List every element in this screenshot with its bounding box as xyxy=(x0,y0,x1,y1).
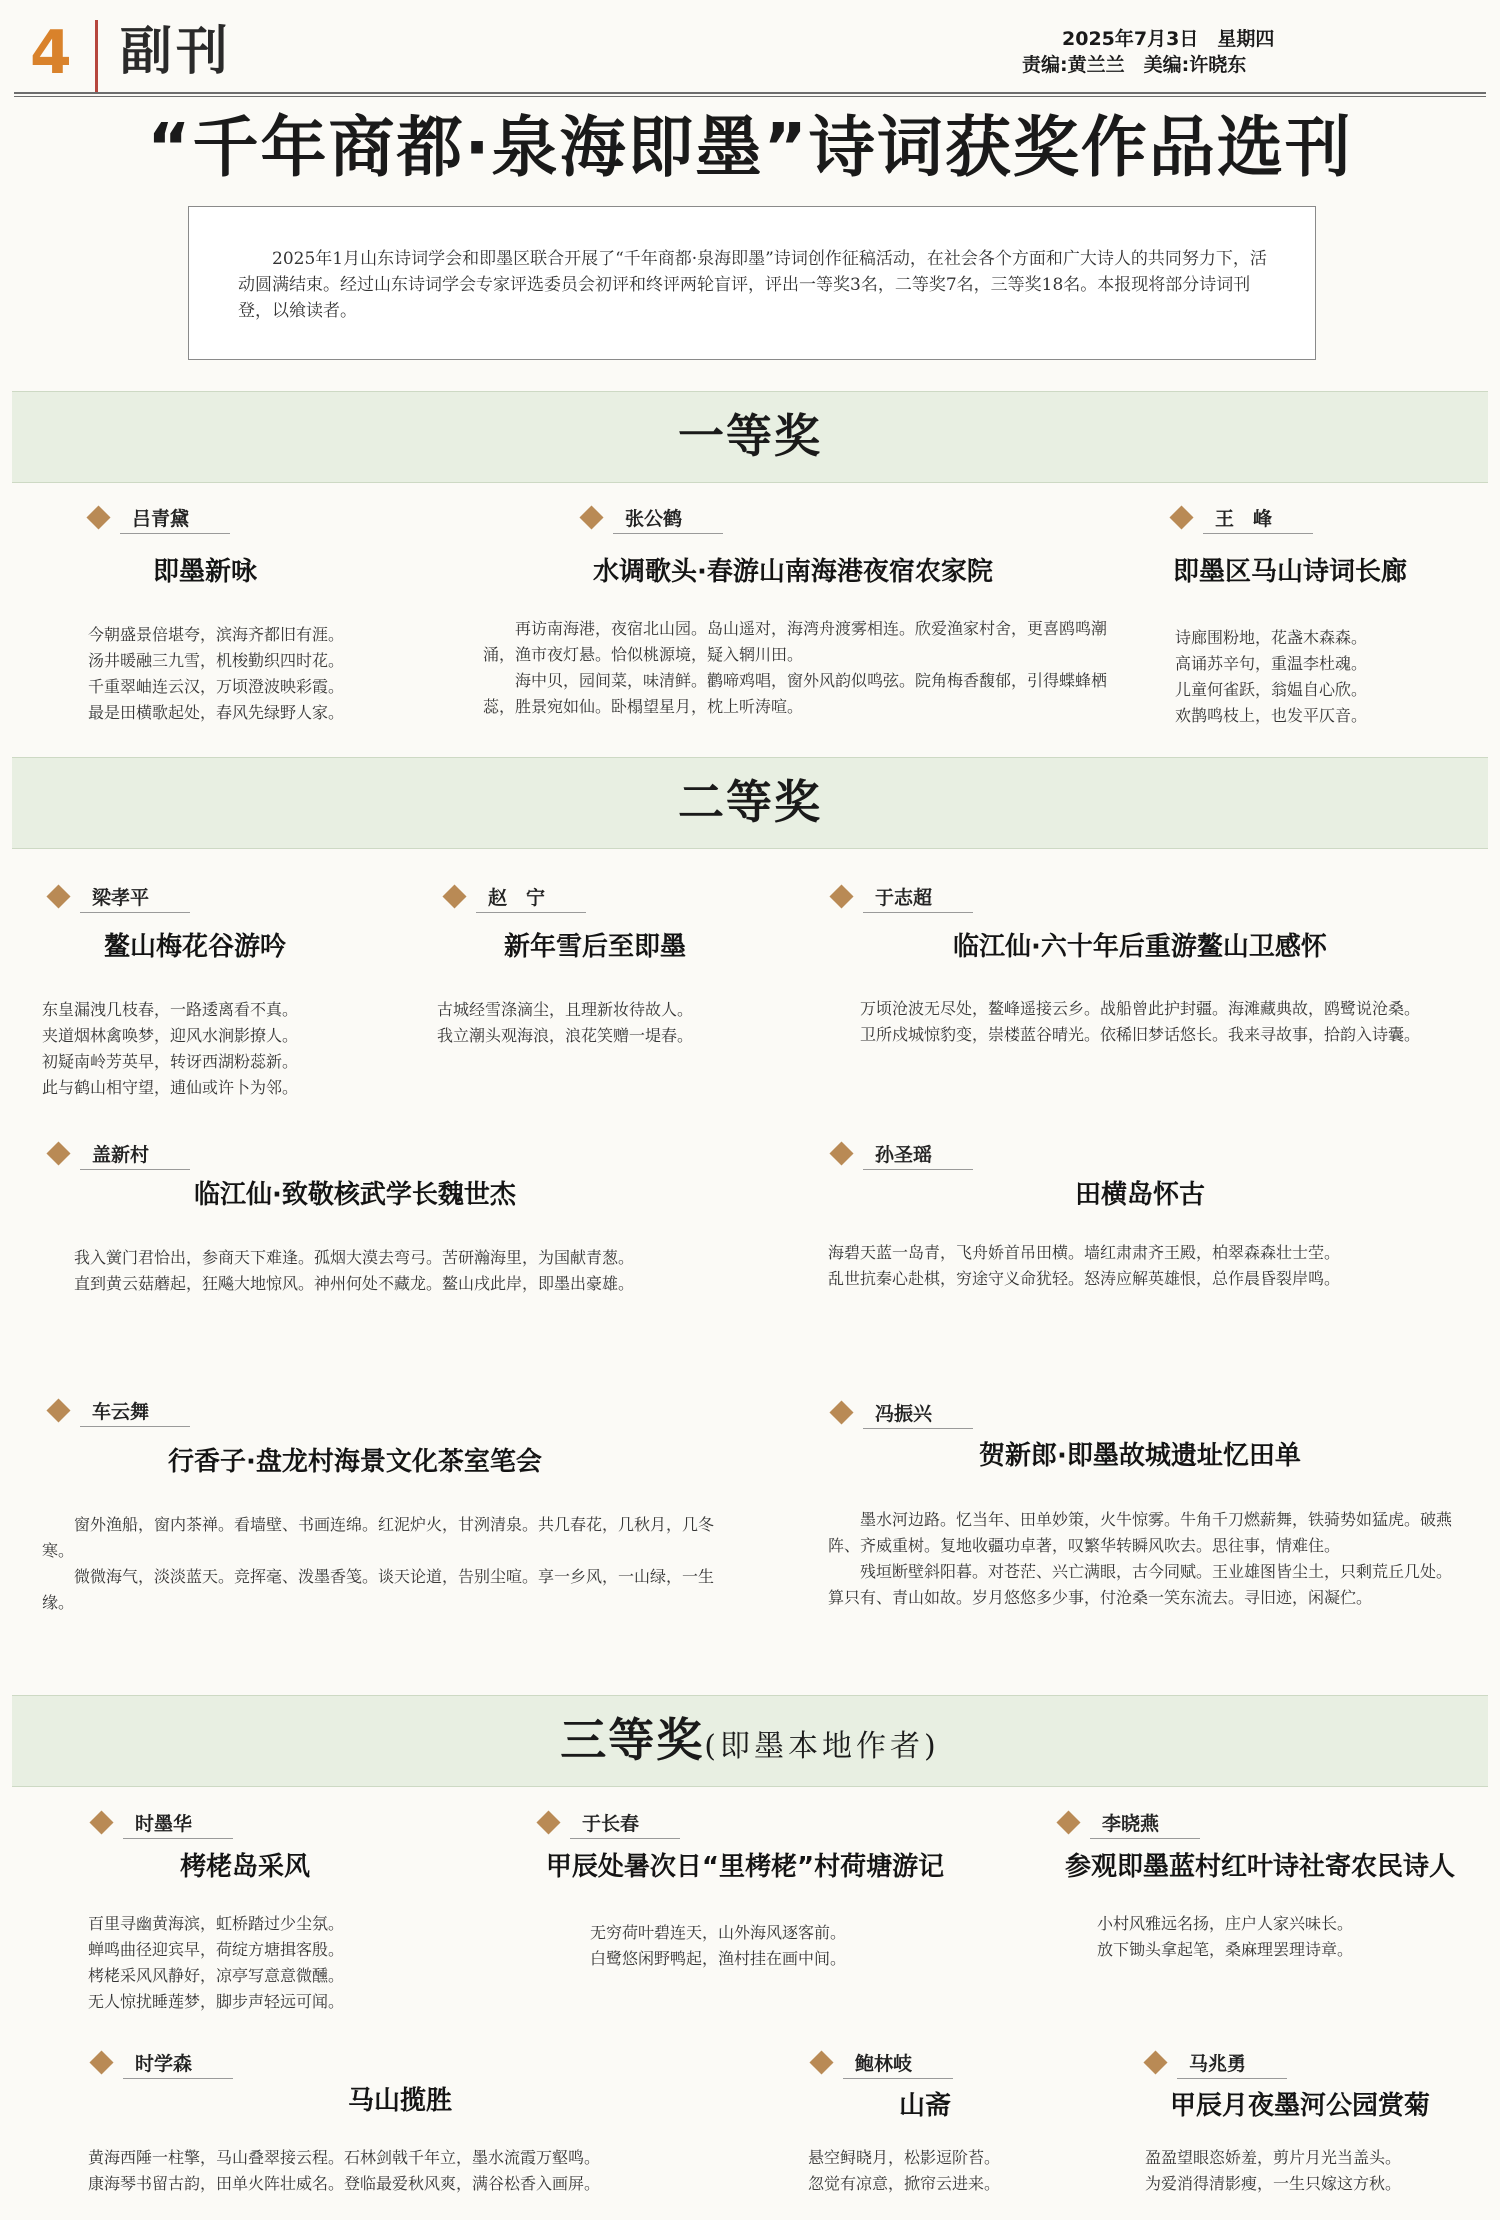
poem-body xyxy=(437,997,807,1049)
poem-line: 儿童何雀跃，翁媪自心欣。 xyxy=(1175,680,1368,699)
diamond-icon xyxy=(829,884,853,908)
author-name: 冯振兴 xyxy=(875,1403,933,1425)
author-underline xyxy=(863,1169,973,1170)
poem-title: 山斋 xyxy=(898,2091,951,2121)
author-underline xyxy=(1203,533,1313,534)
poem-line: 海碧天蓝一岛青，飞舟娇首吊田横。墙红肃肃齐王殿，柏翠森森壮士茔。 xyxy=(828,1243,1341,1262)
poem-body xyxy=(1097,1911,1457,1963)
poem-line: 小村风雅远名扬，庄户人家兴味长。 xyxy=(1097,1914,1354,1933)
poem-body xyxy=(88,2145,728,2197)
poem-title: 甲辰月夜墨河公园赏菊 xyxy=(1169,2091,1430,2121)
poem-body xyxy=(1175,625,1475,729)
poem-title: 鳌山梅花谷游吟 xyxy=(103,932,286,962)
poem-stanza: 再访南海港，夜宿北山园。岛山遥对，海湾舟渡雾相连。欣爱渔家村舍，更喜鸥鸣潮涌，渔市夜灯悬。恰似桃源境，疑入辋川田。 xyxy=(483,619,1108,664)
poem-stanza: 卫所戍城惊豹变，崇楼蓝谷晴光。依稀旧梦话悠长。我来寻故事，拾韵入诗囊。 xyxy=(860,1025,1421,1044)
poem-stanza: 微微海气，淡淡蓝天。竞挥毫、泼墨香笺。谈天论道，告别尘喧。享一乡风，一山绿，一生缘。 xyxy=(42,1567,715,1612)
poem-body xyxy=(88,622,448,726)
poem-line: 汤井暖融三九雪，机梭勤织四时花。 xyxy=(88,651,345,670)
poem-title: 水调歌头·春游山南海港夜宿农家院 xyxy=(593,557,993,587)
poem-line: 无人惊扰睡莲梦，脚步声轻远可闻。 xyxy=(88,1992,345,2011)
poem-stanza: 直到黄云菇蘑起，狂飚大地惊风。神州何处不藏龙。鳌山戌此岸，即墨出豪雄。 xyxy=(74,1274,635,1293)
author-name: 鲍林岐 xyxy=(855,2053,913,2075)
author-name: 李晓燕 xyxy=(1102,1813,1160,1835)
diamond-icon xyxy=(536,1810,560,1834)
second-prize-heading: 二等奖 xyxy=(678,775,822,829)
diamond-icon xyxy=(579,505,603,529)
poem-stanza: 窗外渔船，窗内茶禅。看墙壁、书画连绵。红泥炉火，甘洌清泉。共几春花，几秋月，几冬寒。 xyxy=(42,1515,715,1560)
poem-stanza: 海中贝，园间菜，味清鲜。鹳啼鸡唱，窗外风韵似鸣弦。院角梅香馥郁，引得蝶蜂栖蕊，胜景宛如仙。卧榻望星月，枕上听涛喧。 xyxy=(483,671,1108,716)
poem-stanza: 我入黉门君恰出，参商天下难逢。孤烟大漠去弯弓。苦研瀚海里，为国献青葱。 xyxy=(74,1248,635,1267)
poem-line: 东皇漏洩几枝春，一路逶离看不真。 xyxy=(42,1000,299,1019)
poem-body xyxy=(828,996,1456,1048)
author-name: 于长春 xyxy=(582,1813,640,1835)
header-divider xyxy=(95,20,98,92)
diamond-icon xyxy=(46,884,70,908)
poem-title: 田横岛怀古 xyxy=(1074,1180,1205,1210)
poem-title: 贺新郎·即墨故城遗址忆田单 xyxy=(979,1441,1301,1471)
poem-line: 夹道烟林禽唤梦，迎风水涧影撩人。 xyxy=(42,1026,299,1045)
diamond-icon xyxy=(46,1398,70,1422)
poem-line: 千重翠岫连云汉，万顷澄波映彩霞。 xyxy=(88,677,345,696)
diamond-icon xyxy=(1143,2050,1167,2074)
poem-body xyxy=(808,2145,1088,2197)
poem-line: 无穷荷叶碧连天，山外海风逐客前。 xyxy=(590,1923,847,1942)
poem-line: 忽觉有凉意，掀帘云进来。 xyxy=(808,2174,1001,2193)
first-prize-heading: 一等奖 xyxy=(678,409,822,463)
newspaper-logo xyxy=(1274,16,1496,86)
diamond-icon xyxy=(86,505,110,529)
poem-line: 蝉鸣曲径迎宾早，荷绽方塘揖客殷。 xyxy=(88,1940,345,1959)
author-underline xyxy=(863,1428,973,1429)
poem-line: 黄海西陲一柱擎，马山叠翠接云程。石林剑戟千年立，墨水流霞万壑鸣。 xyxy=(88,2148,601,2167)
poem-line: 悬空鲟晓月，松影逗阶苔。 xyxy=(808,2148,1001,2167)
author-underline xyxy=(863,912,973,913)
author-name: 张公鹤 xyxy=(625,508,683,530)
poem-body xyxy=(590,1920,960,1972)
author-name: 王 峰 xyxy=(1215,508,1273,530)
diamond-icon xyxy=(89,2050,113,2074)
poem-line: 栲栳采风风静好，凉亭写意意微醺。 xyxy=(88,1966,345,1985)
poem-title: 临江仙·六十年后重游鳌山卫感怀 xyxy=(953,932,1327,962)
poem-line: 白鹭悠闲野鸭起，渔村挂在画中间。 xyxy=(590,1949,847,1968)
author-name: 于志超 xyxy=(875,887,933,909)
author-underline xyxy=(123,1838,233,1839)
poem-stanza: 万顷沧波无尽处，鳌峰遥接云乡。战船曾此护封疆。海滩藏典故，鸥鹭说沧桑。 xyxy=(860,999,1421,1018)
diamond-icon xyxy=(829,1400,853,1424)
poem-line: 初疑南岭芳英早，转讶西湖粉蕊新。 xyxy=(42,1052,299,1071)
author-underline xyxy=(80,1169,190,1170)
author-underline xyxy=(80,1426,190,1427)
poem-title: 临江仙·致敬核武学长魏世杰 xyxy=(194,1180,516,1210)
third-prize-note: (即墨本地作者) xyxy=(704,1729,940,1764)
diamond-icon xyxy=(1169,505,1193,529)
poem-body xyxy=(42,997,412,1101)
diamond-icon xyxy=(809,2050,833,2074)
diamond-icon xyxy=(46,1141,70,1165)
author-underline xyxy=(123,2078,233,2079)
poem-line: 此与鹤山相守望，逋仙或许卜为邻。 xyxy=(42,1078,299,1097)
poem-title: 马山揽胜 xyxy=(347,2086,452,2116)
author-name: 孙圣瑶 xyxy=(875,1144,933,1166)
author-underline xyxy=(476,912,586,913)
diamond-icon xyxy=(89,1810,113,1834)
poem-line: 乱世抗秦心赴棋，穷途守义命犹轻。怒涛应解英雄恨，总作晨昏裂岸鸣。 xyxy=(828,1269,1341,1288)
poem-line: 百里寻幽黄海滨，虹桥踏过少尘氛。 xyxy=(88,1914,345,1933)
poem-line: 欢鹊鸣枝上，也发平仄音。 xyxy=(1175,706,1368,725)
poem-line: 为爱消得清影瘦，一生只嫁这方秋。 xyxy=(1145,2174,1402,2193)
issue-date: 2025年7月3日 星期四 xyxy=(1062,28,1275,50)
diamond-icon xyxy=(829,1141,853,1165)
author-name: 时学森 xyxy=(135,2053,193,2075)
author-underline xyxy=(1090,1838,1200,1839)
poem-body xyxy=(42,1512,732,1616)
editors-credit: 责编:黄兰兰 美编:许晓东 xyxy=(1022,54,1247,76)
poem-stanza: 墨水河边路。忆当年、田单妙策，火牛惊雾。牛角千刀燃薪舞，铁骑势如猛虎。破燕阵、齐威重树。复地收疆功卓著，叹繁华转瞬风吹去。思往事，情难住。 xyxy=(828,1510,1453,1555)
author-name: 马兆勇 xyxy=(1189,2053,1247,2075)
poem-body xyxy=(42,1245,732,1297)
author-name: 时墨华 xyxy=(135,1813,193,1835)
poem-line: 今朝盛景倍堪夸，滨海齐都旧有涯。 xyxy=(88,625,345,644)
poem-line: 古城经雪涤滴尘，且理新妆待故人。 xyxy=(437,1000,694,1019)
author-underline xyxy=(570,1838,680,1839)
author-underline xyxy=(120,533,230,534)
poem-line: 我立潮头观海浪，浪花笑赠一堤春。 xyxy=(437,1026,694,1045)
third-prize-heading xyxy=(0,1708,1500,1779)
header-rule xyxy=(14,92,1486,94)
page-number: 4 xyxy=(30,18,72,88)
poem-title: 行香子·盘龙村海景文化茶室笔会 xyxy=(168,1447,542,1477)
author-name: 盖新村 xyxy=(92,1144,150,1166)
poem-title: 参观即墨蓝村红叶诗社寄农民诗人 xyxy=(1064,1852,1455,1882)
section-name: 副刊 xyxy=(120,22,233,82)
poem-title: 即墨区马山诗词长廊 xyxy=(1172,557,1407,587)
main-title: “千年商都·泉海即墨”诗词获奖作品选刊 xyxy=(147,109,1353,186)
author-name: 吕青黛 xyxy=(132,508,190,530)
author-underline xyxy=(843,2078,953,2079)
poem-line: 盈盈望眼恣娇羞，剪片月光当盖头。 xyxy=(1145,2148,1402,2167)
author-name: 赵 宁 xyxy=(488,887,546,909)
diamond-icon xyxy=(442,884,466,908)
author-underline xyxy=(613,533,723,534)
diamond-icon xyxy=(1056,1810,1080,1834)
intro-text: 2025年1月山东诗词学会和即墨区联合开展了“千年商都·泉海即墨”诗词创作征稿活动，在社会各个方面和广大诗人的共同努力下，活动圆满结束。经过山东诗词学会专家评选委员会初评和终评两轮盲评，评出一等奖3名，二等奖7名，三等奖18名。本报现将部分诗词刊登，以飨读者。 xyxy=(238,249,1267,321)
poem-line: 放下锄头拿起笔，桑麻理罢理诗章。 xyxy=(1097,1940,1354,1959)
poem-line: 诗廊围粉地，花盏木森森。 xyxy=(1175,628,1368,647)
poem-stanza: 残垣断壁斜阳暮。对苍茫、兴亡满眼，古今同赋。王业雄图皆尘土，只剩荒丘几处。算只有、青山如故。岁月悠悠多少事，付沧桑一笑东流去。寻旧迹，闲凝伫。 xyxy=(828,1562,1453,1607)
author-underline xyxy=(80,912,190,913)
author-name: 车云舞 xyxy=(92,1401,150,1423)
poem-line: 最是田横歌起处，春风先绿野人家。 xyxy=(88,703,345,722)
poem-body xyxy=(828,1507,1456,1611)
poem-title: 栲栳岛采风 xyxy=(179,1852,310,1882)
third-prize-label: 三等奖 xyxy=(560,1713,705,1767)
poem-title: 新年雪后至即墨 xyxy=(503,932,686,962)
poem-line: 康海琴书留古韵，田单火阵壮威名。登临最爱秋风爽，满谷松香入画屏。 xyxy=(88,2174,601,2193)
poem-title: 即墨新咏 xyxy=(152,557,257,587)
author-name: 梁孝平 xyxy=(92,887,150,909)
poem-title: 甲辰处暑次日“里栲栳”村荷塘游记 xyxy=(545,1852,945,1882)
author-underline xyxy=(1177,2078,1287,2079)
header-rule-thin xyxy=(14,96,1486,97)
poem-body xyxy=(1145,2145,1475,2197)
poem-body xyxy=(483,616,1111,720)
poem-body xyxy=(88,1911,458,2015)
poem-body xyxy=(828,1240,1456,1292)
poem-line: 高诵苏辛句，重温李杜魂。 xyxy=(1175,654,1368,673)
